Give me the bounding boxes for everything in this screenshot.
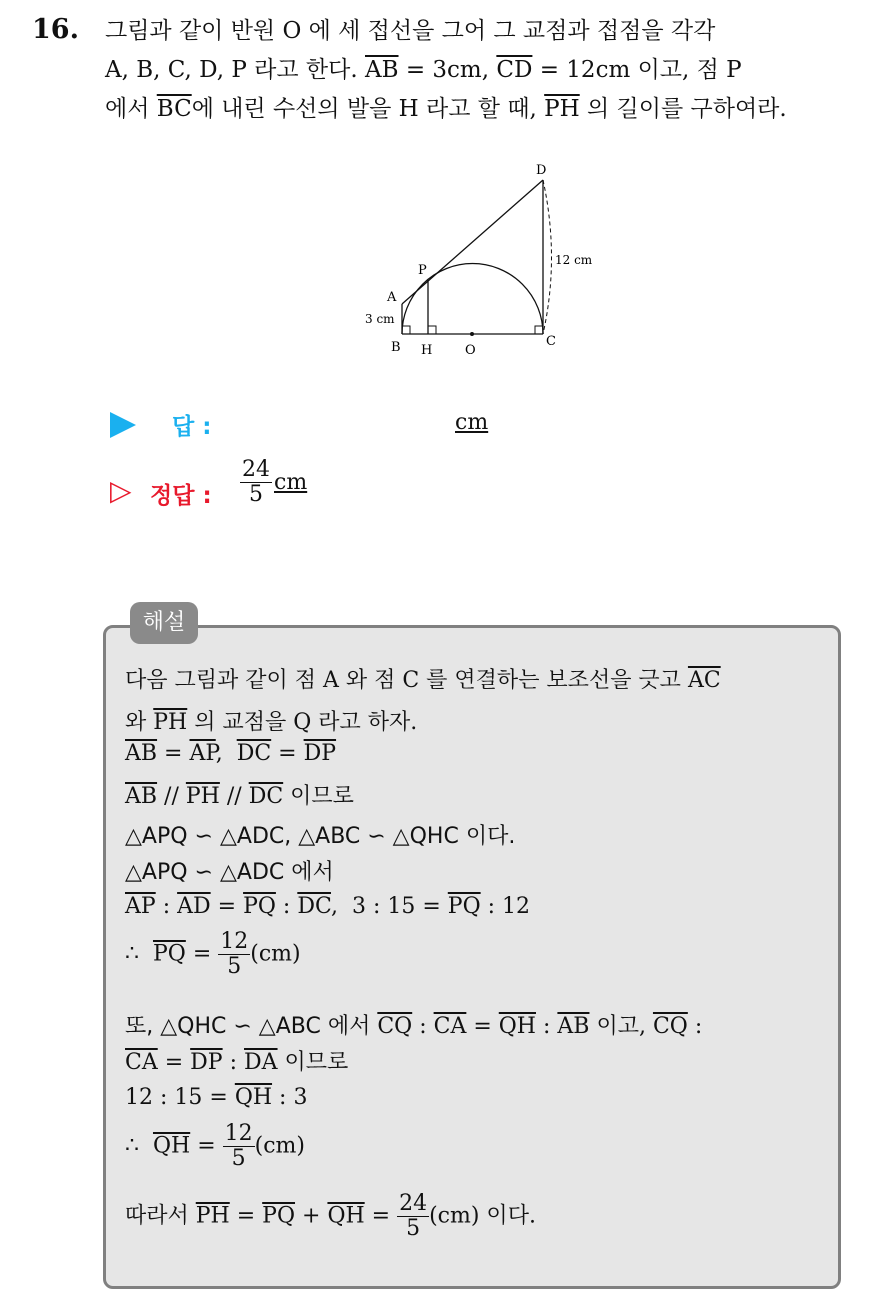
text: + <box>295 1203 328 1229</box>
question-line-3 <box>105 90 865 129</box>
segment: $\overline{AD}$ <box>177 894 211 919</box>
text: // <box>157 784 186 809</box>
expl-line-8 <box>125 930 301 979</box>
answer-marker-icon <box>110 412 136 438</box>
label-h: H <box>421 343 433 358</box>
segment-cd: $\overline{CD}$ <box>496 57 533 83</box>
text: = <box>185 941 219 967</box>
text: // <box>219 784 249 809</box>
segment: $\overline{CA}$ <box>433 1014 467 1039</box>
text: 에 내린 수선의 발을 H 라고 할 때, <box>191 96 545 122</box>
correct-marker-icon: ▷ <box>110 474 132 507</box>
expl-line-3 <box>125 741 336 766</box>
fraction <box>218 930 250 979</box>
correct-label: 정답 : <box>150 483 212 509</box>
expl-line-12 <box>125 1122 305 1171</box>
segment: $\overline{AP}$ <box>125 894 156 919</box>
text: , 3 : 15 = <box>331 894 448 919</box>
expl-line-11 <box>125 1085 307 1110</box>
denominator: 5 <box>406 1216 421 1242</box>
text: 이고, <box>589 1014 653 1039</box>
question-number: 16. <box>32 14 79 45</box>
segment: $\overline{DC}$ <box>236 741 272 766</box>
segment: $\overline{PQ}$ <box>243 894 276 919</box>
text: = <box>210 894 244 919</box>
question-text <box>105 12 865 129</box>
text: ∴ <box>125 941 153 967</box>
explanation-tag: 해설 <box>130 602 198 644</box>
question-line-2 <box>105 51 865 90</box>
right-angle-h <box>428 326 436 334</box>
text: (cm) <box>254 1133 305 1159</box>
text: = <box>157 1050 191 1075</box>
expl-line-4 <box>125 779 354 810</box>
text: 에서 <box>105 96 157 122</box>
text: 와 <box>125 710 154 735</box>
text: : <box>687 1014 703 1039</box>
text: A, B, C, D, P 라고 한다. <box>105 57 365 83</box>
segment: $\overline{DP}$ <box>190 1050 223 1075</box>
segment: $\overline{AP}$ <box>189 741 216 766</box>
semicircle-figure <box>355 158 605 363</box>
segment: $\overline{DA}$ <box>244 1050 278 1075</box>
segment: $\overline{PH}$ <box>153 710 188 735</box>
expl-line-5: △APQ ∽ △ADC, △ABC ∽ △QHC 이다. <box>125 824 516 849</box>
numerator: 24 <box>399 1191 428 1216</box>
tangent-ad <box>402 180 543 304</box>
center-dot <box>470 332 474 336</box>
text: : <box>412 1014 434 1039</box>
segment: $\overline{PH}$ <box>195 1203 230 1229</box>
segment: $\overline{CQ}$ <box>377 1014 413 1039</box>
text: 의 교점을 Q 라고 하자. <box>187 710 418 735</box>
text: 따라서 <box>125 1203 196 1229</box>
text: 또, △QHC ∽ △ABC 에서 <box>125 1014 378 1039</box>
text: : <box>222 1050 245 1075</box>
text: = 3cm, <box>398 57 497 83</box>
correct-answer <box>240 458 307 507</box>
text: ∴ <box>125 1133 153 1159</box>
label-ab-length: 3 cm <box>365 312 395 326</box>
fraction <box>397 1192 429 1241</box>
expl-line-10 <box>125 1045 348 1076</box>
text: : <box>275 894 298 919</box>
segment: $\overline{DP}$ <box>303 741 337 766</box>
text: 12 : 15 = <box>125 1085 235 1110</box>
segment: $\overline{DC}$ <box>297 894 331 919</box>
numerator: 12 <box>224 1121 253 1146</box>
segment-bc: $\overline{BC}$ <box>156 96 192 122</box>
text: : 3 <box>272 1085 308 1110</box>
text: : <box>536 1014 558 1039</box>
text: 의 길이를 구하여라. <box>579 96 787 122</box>
fraction <box>223 1122 255 1171</box>
segment: $\overline{QH}$ <box>152 1133 191 1159</box>
text: = <box>466 1014 499 1039</box>
correct-unit: cm <box>274 469 308 495</box>
segment-ab: $\overline{AB}$ <box>365 57 399 83</box>
segment: $\overline{QH}$ <box>234 1085 273 1110</box>
correct-fraction <box>240 458 272 507</box>
expl-line-9 <box>125 1009 702 1040</box>
text: = <box>271 741 304 766</box>
denominator: 5 <box>227 954 242 980</box>
label-o: O <box>465 343 476 358</box>
answer-unit: cm <box>455 410 489 435</box>
segment: $\overline{CA}$ <box>125 1050 158 1075</box>
label-a: A <box>387 290 397 305</box>
segment: $\overline{AB}$ <box>125 784 158 809</box>
denominator: 5 <box>249 482 263 508</box>
label-cd-length: 12 cm <box>555 253 593 267</box>
segment: $\overline{PQ}$ <box>152 941 186 967</box>
text: 다음 그림과 같이 점 A 와 점 C 를 연결하는 보조선을 긋고 <box>125 668 688 693</box>
text: = <box>157 741 190 766</box>
text: = <box>229 1203 263 1229</box>
segment: $\overline{AC}$ <box>687 668 721 693</box>
question-line-1: 그림과 같이 반원 O 에 세 접선을 그어 그 교점과 접점을 각각 <box>105 18 716 44</box>
label-d: D <box>536 163 547 178</box>
text: = <box>364 1203 398 1229</box>
right-angle-b <box>402 326 410 334</box>
text: (cm) <box>250 941 301 967</box>
segment: $\overline{AB}$ <box>125 741 158 766</box>
segment: $\overline{PQ}$ <box>262 1203 296 1229</box>
numerator: 24 <box>242 457 270 482</box>
text: , <box>215 741 237 766</box>
segment: $\overline{AB}$ <box>557 1014 590 1039</box>
dimension-arc-12cm <box>543 180 552 334</box>
text: : 12 <box>480 894 531 919</box>
expl-line-1 <box>125 663 721 694</box>
expl-line-7 <box>125 894 530 919</box>
right-angle-c <box>535 326 543 334</box>
expl-line-2 <box>125 705 417 736</box>
segment: $\overline{QH}$ <box>327 1203 365 1229</box>
segment: $\overline{PQ}$ <box>447 894 481 919</box>
segment-ph: $\overline{PH}$ <box>544 96 580 122</box>
label-c: C <box>546 334 556 349</box>
text: = 12cm 이고, 점 P <box>532 57 742 83</box>
text: 이므로 <box>283 784 354 809</box>
expl-line-13 <box>125 1192 536 1241</box>
text: = <box>190 1133 223 1159</box>
denominator: 5 <box>231 1146 246 1172</box>
segment: $\overline{QH}$ <box>498 1014 536 1039</box>
segment: $\overline{DC}$ <box>248 784 284 809</box>
expl-line-6: △APQ ∽ △ADC 에서 <box>125 860 334 885</box>
segment: $\overline{CQ}$ <box>652 1014 688 1039</box>
text: : <box>155 894 178 919</box>
segment: $\overline{PH}$ <box>185 784 220 809</box>
text: (cm) 이다. <box>429 1203 536 1229</box>
text: 이므로 <box>277 1050 349 1075</box>
answer-label: 답 : <box>172 414 212 440</box>
label-b: B <box>391 340 401 355</box>
label-p: P <box>418 263 427 278</box>
numerator: 12 <box>220 929 249 954</box>
